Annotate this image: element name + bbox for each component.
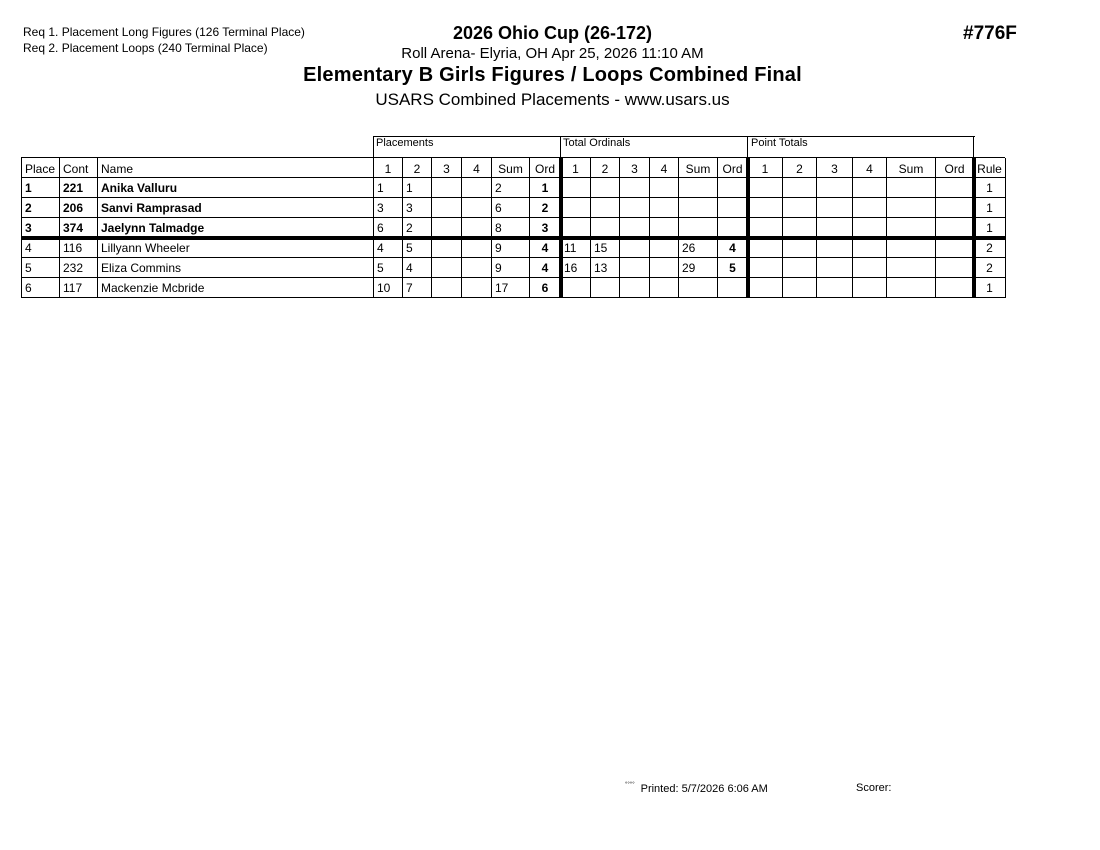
- table-cell-q2: [783, 198, 816, 218]
- column-header: 4: [660, 162, 668, 176]
- event-subtitle: Roll Arena- Elyria, OH Apr 25, 2026 11:10 AM: [401, 45, 704, 62]
- table-cell-rule: 1: [986, 221, 993, 235]
- table-cell-psum: 17: [495, 281, 509, 295]
- column-header: 3: [443, 162, 450, 176]
- group-divider: [560, 136, 561, 158]
- table-cell-t1: [561, 178, 590, 198]
- table-cell-q2: [783, 178, 816, 198]
- event-title: 2026 Ohio Cup (26-172): [452, 23, 653, 43]
- table-cell-p4: [462, 198, 491, 218]
- table-cell-pord: 4: [541, 241, 549, 255]
- column-header: 2: [413, 162, 421, 176]
- table-cell-name: Jaelynn Talmadge: [101, 221, 205, 235]
- table-cell-tsum: 29: [682, 261, 696, 275]
- table-cell-p1: 6: [377, 221, 384, 235]
- table-cell-t4: [650, 218, 678, 238]
- table-cell-t4: [650, 238, 678, 258]
- table-cell-q1: [748, 218, 782, 238]
- table-cell-psum: 9: [495, 241, 502, 255]
- column-header: Ord: [722, 162, 743, 176]
- table-cell-rule: 1: [986, 281, 993, 295]
- table-cell-pord: 6: [541, 281, 549, 295]
- group-divider: [373, 136, 374, 158]
- table-cell-qord: [936, 258, 973, 278]
- table-cell-t4: [650, 278, 678, 298]
- table-cell-place: 2: [25, 201, 32, 215]
- table-cell-p3: [432, 258, 461, 278]
- column-header: Sum: [685, 162, 711, 176]
- table-cell-q3: [817, 218, 852, 238]
- table-cell-tord: [718, 198, 747, 218]
- table-cell-pord: 1: [541, 181, 549, 195]
- column-header: Cont: [63, 162, 89, 176]
- printed-mark: °°°°: [625, 782, 635, 788]
- event-code: #776F: [963, 23, 1017, 44]
- table-cell-t1: 11: [564, 241, 577, 255]
- table-cell-tord: [718, 278, 747, 298]
- table-cell-q3: [817, 278, 852, 298]
- table-cell-t3: [620, 238, 649, 258]
- table-cell-t2: [591, 278, 619, 298]
- table-cell-q2: [783, 278, 816, 298]
- table-cell-q4: [853, 258, 886, 278]
- table-cell-t1: [561, 198, 590, 218]
- table-cell-tsum: [679, 198, 717, 218]
- table-cell-p3: [432, 218, 461, 238]
- table-cell-psum: 2: [495, 181, 502, 195]
- requirement-1: Req 1. Placement Long Figures (126 Terminal Place): [23, 25, 305, 39]
- table-cell-t2: 15: [594, 241, 608, 255]
- table-cell-tsum: [679, 278, 717, 298]
- table-cell-pord: 2: [541, 201, 549, 215]
- table-cell-p3: [432, 198, 461, 218]
- table-cell-qsum: [887, 238, 935, 258]
- table-cell-rule: 2: [986, 241, 993, 255]
- column-header: 1: [761, 162, 769, 176]
- table-cell-t1: 16: [564, 261, 578, 275]
- table-cell-q4: [853, 238, 886, 258]
- table-cell-tord: [718, 178, 747, 198]
- column-header: 4: [473, 162, 480, 176]
- table-cell-p4: [462, 278, 491, 298]
- column-header: Name: [101, 162, 134, 176]
- table-cell-t3: [620, 278, 649, 298]
- table-cell-t2: [591, 218, 619, 238]
- table-cell-p1: 10: [377, 281, 391, 295]
- column-header: 3: [631, 162, 638, 176]
- table-cell-place: 4: [25, 241, 32, 255]
- table-cell-p2: 7: [406, 281, 413, 295]
- column-header: Ord: [534, 162, 555, 176]
- table-cell-q3: [817, 178, 852, 198]
- table-cell-q4: [853, 178, 886, 198]
- table-cell-pord: 4: [541, 261, 549, 275]
- table-cell-place: 6: [25, 281, 32, 295]
- table-cell-qsum: [887, 278, 935, 298]
- printed-footer: [625, 782, 768, 795]
- column-header: 3: [831, 162, 838, 176]
- table-cell-q2: [783, 218, 816, 238]
- table-cell-q2: [783, 258, 816, 278]
- page-title: Elementary B Girls Figures / Loops Combined Final: [303, 64, 802, 86]
- table-cell-p2: 2: [406, 221, 413, 235]
- table-cell-t2: 13: [594, 261, 608, 275]
- table-cell-p2: 1: [406, 181, 413, 195]
- table-cell-psum: 6: [495, 201, 502, 215]
- table-cell-cont: 221: [63, 181, 84, 195]
- table-cell-qord: [936, 218, 973, 238]
- table-cell-name: Lillyann Wheeler: [101, 241, 190, 255]
- table-cell-qsum: [887, 258, 935, 278]
- table-cell-name: Sanvi Ramprasad: [101, 201, 202, 215]
- table-cell-rule: 2: [986, 261, 993, 275]
- column-header: 4: [866, 162, 873, 176]
- table-cell-cont: 116: [63, 241, 83, 255]
- table-cell-p1: 4: [377, 241, 384, 255]
- table-cell-q4: [853, 218, 886, 238]
- table-cell-name: Anika Valluru: [101, 181, 178, 195]
- column-header: Sum: [498, 162, 523, 176]
- table-cell-p1: 1: [377, 181, 384, 195]
- table-cell-cont: 117: [63, 281, 83, 295]
- table-cell-place: 3: [25, 221, 32, 235]
- table-cell-t3: [620, 258, 649, 278]
- table-cell-t4: [650, 178, 678, 198]
- table-cell-q3: [817, 238, 852, 258]
- table-cell-q1: [748, 258, 782, 278]
- table-cell-tsum: [679, 178, 717, 198]
- table-cell-p2: 5: [406, 241, 413, 255]
- table-cell-qsum: [887, 218, 935, 238]
- table-cell-p3: [432, 278, 461, 298]
- table-cell-cont: 206: [63, 201, 84, 215]
- column-header: Ord: [944, 162, 965, 176]
- table-cell-p1: 3: [377, 201, 384, 215]
- table-cell-tsum: 26: [682, 241, 696, 255]
- group-label-point-totals: Point Totals: [751, 137, 808, 149]
- group-top-line: [373, 136, 975, 137]
- table-cell-qord: [936, 198, 973, 218]
- table-cell-q1: [748, 178, 782, 198]
- header-top-line: [21, 157, 1005, 158]
- column-header: Place: [25, 162, 56, 176]
- column-header: 2: [796, 162, 803, 176]
- group-divider: [973, 136, 974, 158]
- table-cell-tord: 4: [729, 241, 736, 255]
- table-cell-cont: 374: [63, 221, 84, 235]
- table-cell-q4: [853, 198, 886, 218]
- column-header: 2: [601, 162, 609, 176]
- table-cell-qsum: [887, 198, 935, 218]
- table-cell-name: Mackenzie Mcbride: [101, 281, 205, 295]
- table-cell-place: 1: [25, 181, 32, 195]
- table-cell-qord: [936, 278, 973, 298]
- requirement-2: Req 2. Placement Loops (240 Terminal Place): [23, 41, 268, 55]
- table-cell-q4: [853, 278, 886, 298]
- table-cell-qsum: [887, 178, 935, 198]
- table-cell-t3: [620, 198, 649, 218]
- table-cell-p1: 5: [377, 261, 384, 275]
- table-cell-q1: [748, 278, 782, 298]
- web-subtitle: USARS Combined Placements - www.usars.us: [375, 90, 730, 109]
- scorer-label: Scorer:: [856, 782, 892, 794]
- column-header: Rule: [977, 162, 1002, 176]
- group-label-placements: Placements: [376, 137, 434, 149]
- table-cell-t3: [620, 178, 649, 198]
- table-cell-q1: [748, 198, 782, 218]
- table-cell-tsum: [679, 218, 717, 238]
- table-cell-p2: 4: [406, 261, 413, 275]
- table-cell-rule: 1: [986, 201, 993, 215]
- table-cell-psum: 8: [495, 221, 502, 235]
- table-cell-q1: [748, 238, 782, 258]
- table-cell-t4: [650, 258, 678, 278]
- table-cell-tord: [718, 218, 747, 238]
- table-cell-t4: [650, 198, 678, 218]
- column-line: [1005, 158, 1006, 298]
- table-cell-p3: [432, 238, 461, 258]
- table-cell-p4: [462, 238, 491, 258]
- table-cell-name: Eliza Commins: [101, 261, 182, 275]
- table-cell-t3: [620, 218, 649, 238]
- table-cell-p4: [462, 178, 491, 198]
- table-cell-rule: 1: [986, 181, 993, 195]
- table-cell-pord: 3: [541, 221, 549, 235]
- table-cell-tord: 5: [729, 261, 736, 275]
- table-cell-p4: [462, 218, 491, 238]
- table-cell-t1: [561, 278, 590, 298]
- table-cell-t1: [561, 218, 590, 238]
- column-header: 1: [572, 162, 579, 176]
- table-cell-p2: 3: [406, 201, 413, 215]
- table-cell-q3: [817, 198, 852, 218]
- column-header: 1: [384, 162, 392, 176]
- group-label-total-ordinals: Total Ordinals: [563, 137, 631, 149]
- table-cell-qord: [936, 178, 973, 198]
- table-cell-q3: [817, 258, 852, 278]
- table-cell-p4: [462, 258, 491, 278]
- table-cell-p3: [432, 178, 461, 198]
- column-header: Sum: [898, 162, 924, 176]
- table-cell-t2: [591, 198, 619, 218]
- table-cell-t2: [591, 178, 619, 198]
- printed-text: Printed: 5/7/2026 6:06 AM: [640, 783, 768, 795]
- table-cell-place: 5: [25, 261, 32, 275]
- table-cell-cont: 232: [63, 261, 84, 275]
- table-cell-q2: [783, 238, 816, 258]
- group-divider: [747, 136, 748, 158]
- table-cell-psum: 9: [495, 261, 502, 275]
- table-cell-qord: [936, 238, 973, 258]
